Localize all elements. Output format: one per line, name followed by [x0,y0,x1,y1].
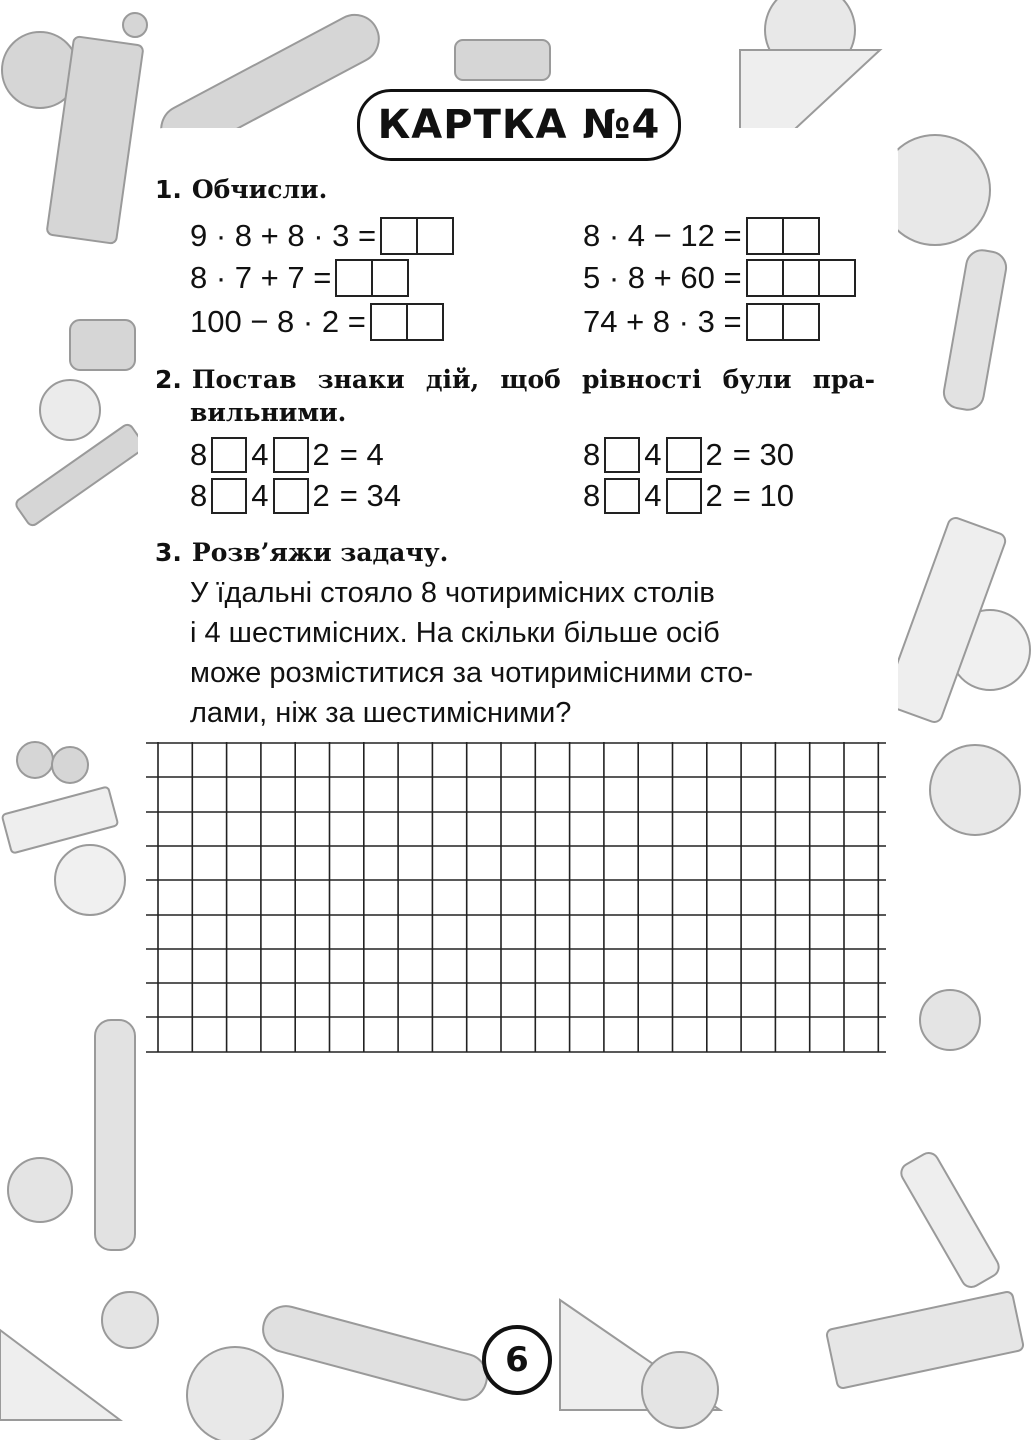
task-2-title-line-1: Постав знаки дій, щоб рівності були пра- [191,365,875,394]
task-2-title-line-2: вильними. [190,398,347,427]
answer-cell[interactable] [782,217,820,255]
operator-box[interactable] [604,478,640,514]
task-1-heading [155,175,327,204]
answer-boxes[interactable] [337,259,409,297]
equation-result: = 34 [339,478,401,513]
answer-boxes[interactable] [748,303,820,341]
answer-cell[interactable] [746,217,784,255]
equation-expr: 100 − 8 · 2 = [190,304,366,339]
sign-equation [190,476,401,516]
answer-cell[interactable] [380,217,418,255]
operand: 4 [644,437,662,472]
operand: 2 [312,437,330,472]
equation [190,258,409,298]
sign-equation [190,435,384,475]
sign-equation [583,476,794,516]
task-3-heading [155,538,448,567]
operand: 8 [583,437,601,472]
answer-cell[interactable] [818,259,856,297]
answer-boxes[interactable] [748,217,820,255]
answer-grid[interactable] [146,742,890,1054]
equation-result: = 4 [339,437,384,472]
operator-box[interactable] [211,478,247,514]
task-2-heading [155,365,875,394]
answer-cell[interactable] [416,217,454,255]
equation [583,302,820,342]
answer-cell[interactable] [370,303,408,341]
problem-line: може розміститися за чотиримісними сто- [190,657,754,689]
equation-expr: 5 · 8 + 60 = [583,260,742,295]
task-2-number: 2. [155,365,182,394]
operator-box[interactable] [273,437,309,473]
operator-box[interactable] [211,437,247,473]
problem-line: лами, ніж за шестимісними? [190,697,572,729]
equation-expr: 8 · 4 − 12 = [583,218,742,253]
operand: 2 [705,437,723,472]
task-1-title: Обчисли. [191,175,328,204]
equation [190,302,444,342]
operand: 2 [312,478,330,513]
answer-cell[interactable] [746,303,784,341]
operator-box[interactable] [666,437,702,473]
equation-expr: 74 + 8 · 3 = [583,304,742,339]
operand: 8 [583,478,601,513]
operand: 4 [644,478,662,513]
equation [583,258,856,298]
operand: 4 [251,478,269,513]
equation-expr: 8 · 7 + 7 = [190,260,332,295]
problem-text [190,573,874,733]
operator-box[interactable] [604,437,640,473]
task-1-number: 1. [155,175,182,204]
operator-box[interactable] [666,478,702,514]
operand: 8 [190,437,208,472]
answer-boxes[interactable] [748,259,856,297]
equation-result: = 30 [732,437,794,472]
answer-cell[interactable] [782,259,820,297]
equation-result: = 10 [732,478,794,513]
card-title: КАРТКА №4 [357,89,681,161]
answer-cell[interactable] [406,303,444,341]
operand: 2 [705,478,723,513]
answer-boxes[interactable] [382,217,454,255]
operand: 8 [190,478,208,513]
answer-boxes[interactable] [372,303,444,341]
page-number: 6 [482,1325,552,1395]
task-2-heading-continued [190,398,346,427]
operator-box[interactable] [273,478,309,514]
equation-expr: 9 · 8 + 8 · 3 = [190,218,377,253]
answer-cell[interactable] [746,259,784,297]
sign-equation [583,435,794,475]
operand: 4 [251,437,269,472]
task-3-title: Розв’яжи задачу. [191,538,449,567]
answer-cell[interactable] [782,303,820,341]
answer-cell[interactable] [335,259,373,297]
problem-line: У їдальні стояло 8 чотиримісних столів [190,577,715,609]
equation [583,216,820,256]
answer-cell[interactable] [371,259,409,297]
problem-line: і 4 шестимісних. На скільки більше осіб [190,617,720,649]
task-3-number: 3. [155,538,182,567]
equation [190,216,454,256]
